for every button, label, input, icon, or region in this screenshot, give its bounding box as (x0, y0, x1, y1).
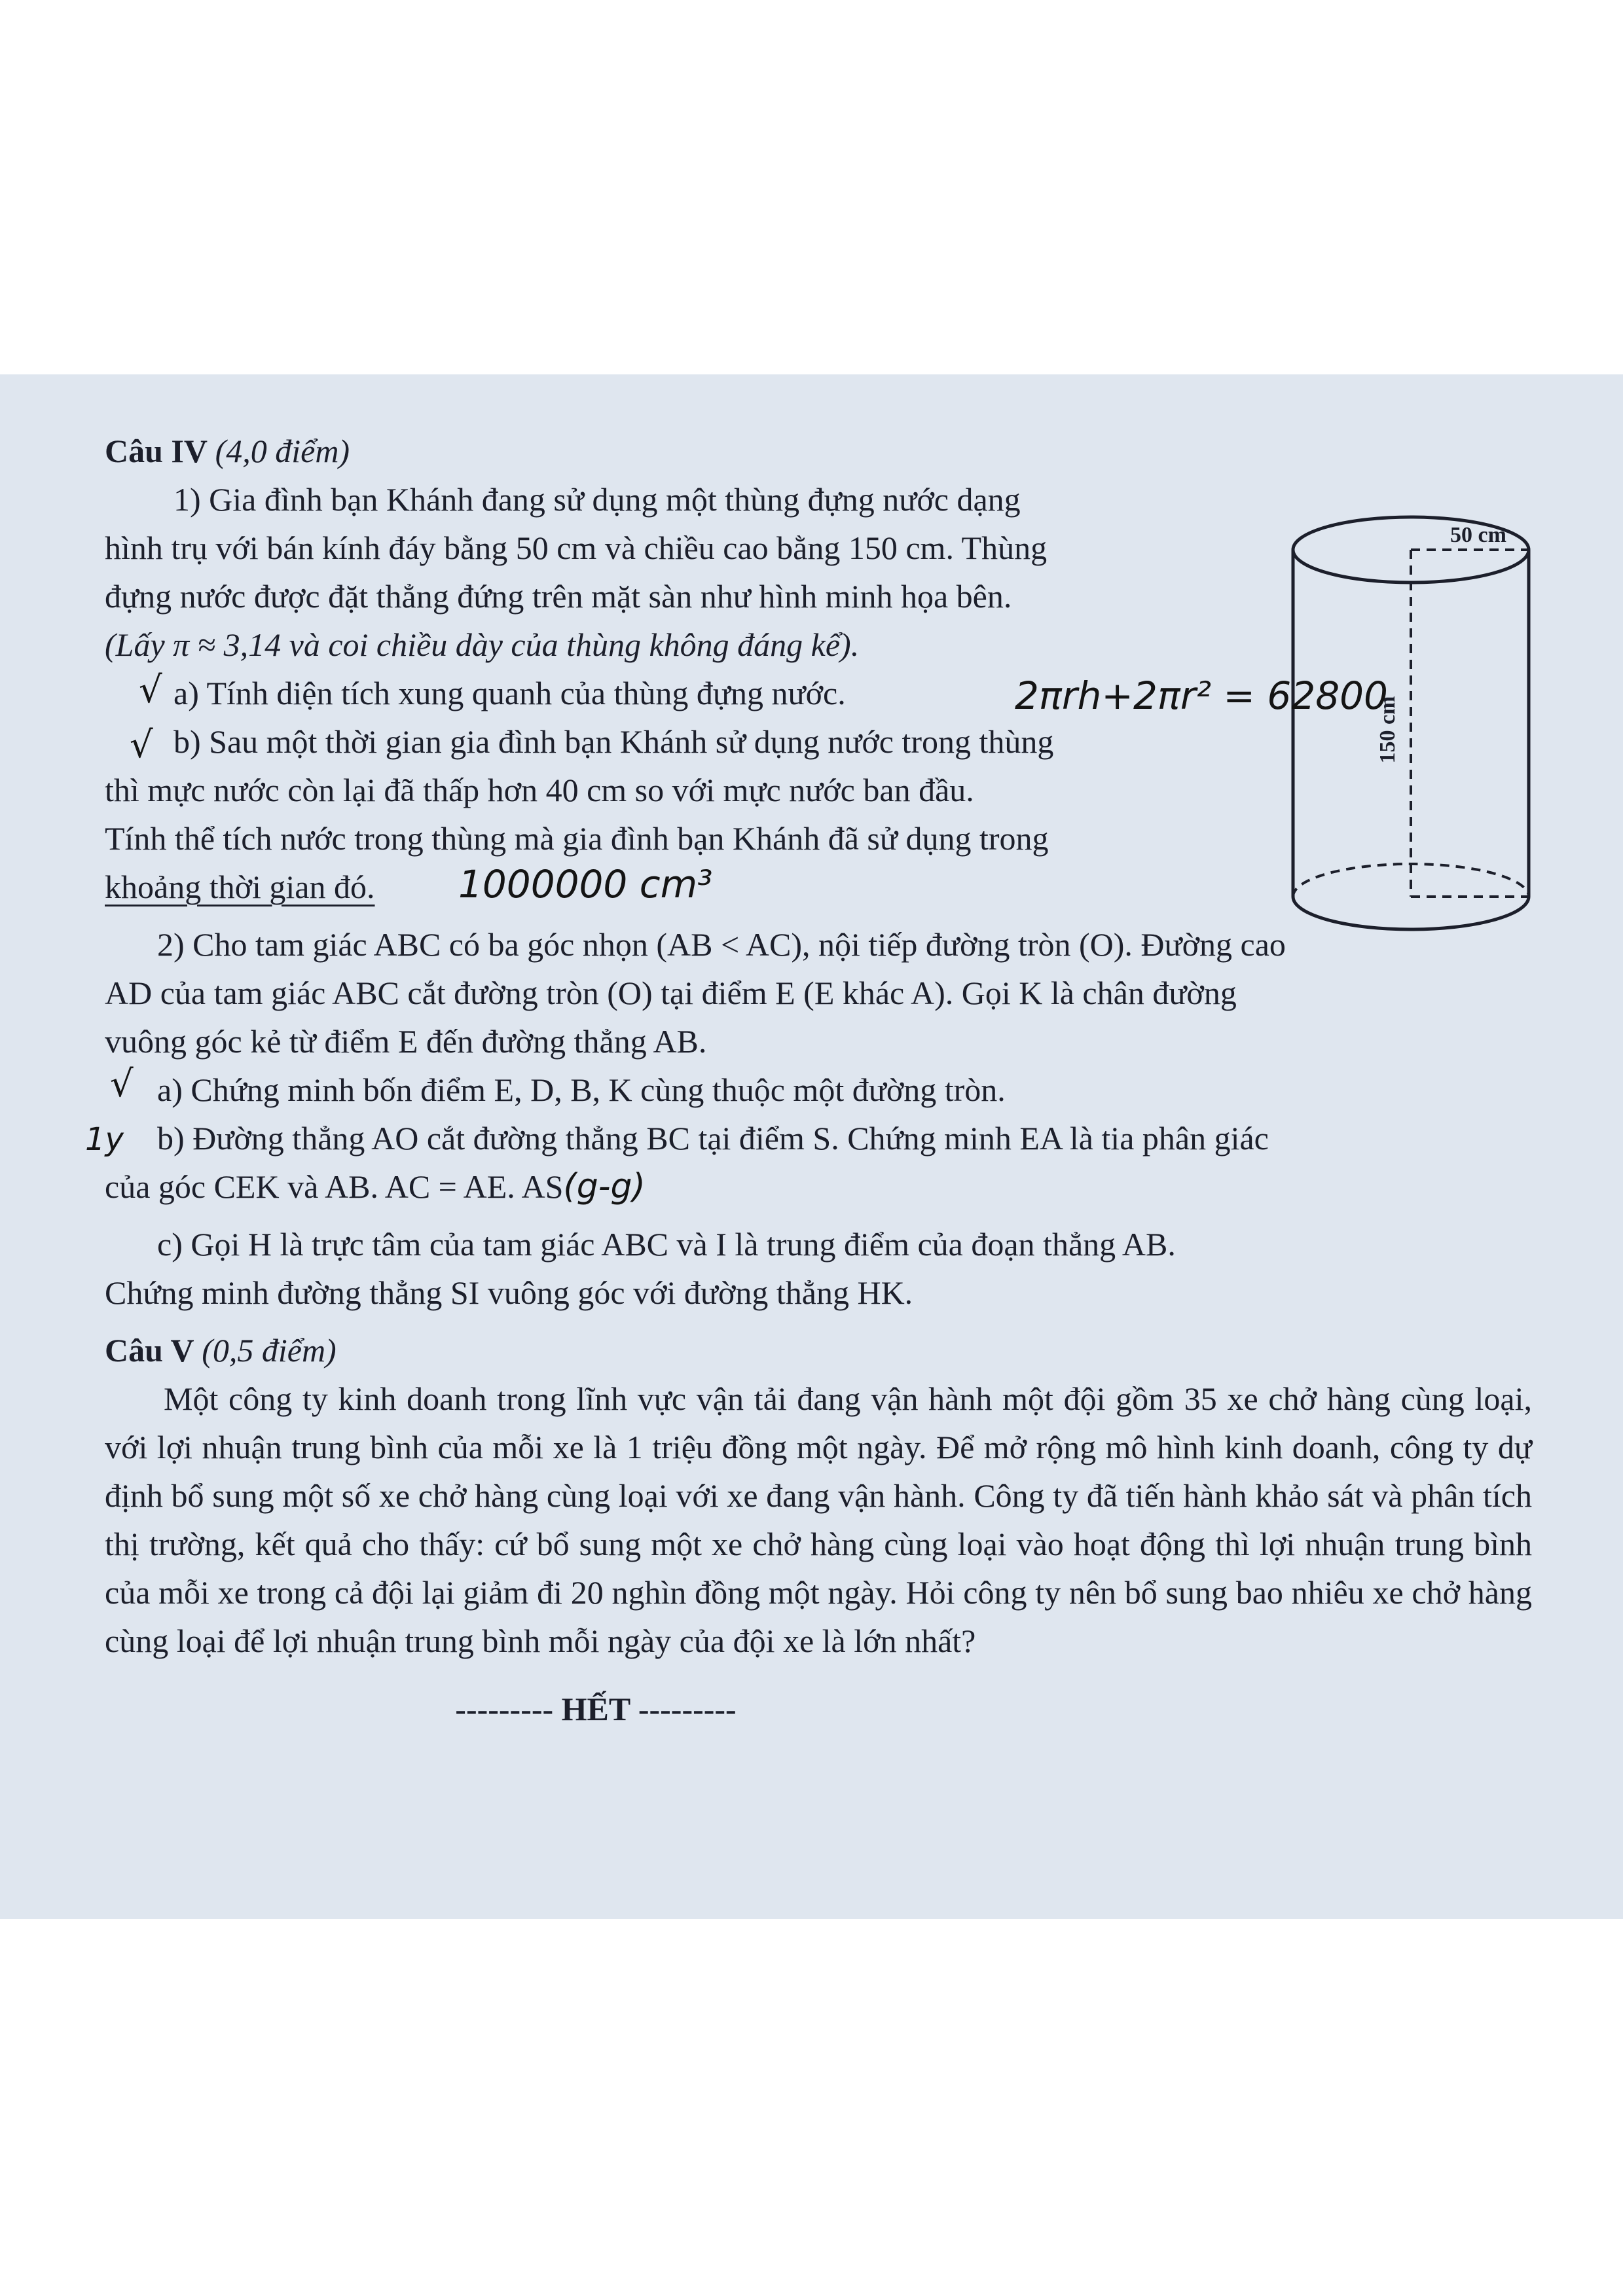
exam-content (85, 427, 1532, 1733)
question-5-heading (105, 1326, 1532, 1374)
q4-p1-part-b-row (105, 717, 1532, 766)
question-5-points: (0,5 điểm) (202, 1332, 337, 1369)
question-4-points: (4,0 điểm) (215, 433, 350, 469)
q4-p1-part-b-line4-row (105, 863, 1532, 911)
question-5-body: Một công ty kinh doanh trong lĩnh vực vận tải đang vận hành một đội gồm 35 xe chở hàng cùng loại, với lợi nhuận trung bình của mỗi xe là 1 triệu đồng một ngày. Để mở rộng mô hình kinh doanh, công ty dự định bổ sung một số xe chở hàng cùng loại với xe đang vận hành. Công ty đã tiến hành khảo sát và phân tích thị trường, kết quả cho thấy: cứ bổ sung một xe chở hàng cùng loại vào hoạt động thì lợi nhuận trung bình của mỗi xe trong cả đội lại giảm đi 20 nghìn đồng một ngày. Hỏi công ty nên bổ sung bao nhiêu xe chở hàng cùng loại để lợi nhuận trung bình mỗi ngày của đội xe là lớn nhất? (105, 1380, 1532, 1659)
q4-p2-line3: vuông góc kẻ từ điểm E đến đường thẳng AB. (105, 1023, 707, 1060)
q4-p1-line1: 1) Gia đình bạn Khánh đang sử dụng một thùng đựng nước dạng (173, 481, 1021, 518)
q4-p1-line4: (Lấy π ≈ 3,14 và coi chiều dày của thùng không đáng kể). (105, 626, 860, 663)
handwritten-mark: 1y (85, 1121, 124, 1158)
q4-p1-part-b-line3: Tính thể tích nước trong thùng mà gia đình bạn Khánh đã sử dụng trong (105, 820, 1049, 857)
q4-p1-line3: đựng nước được đặt thẳng đứng trên mặt sàn như hình minh họa bên. (105, 578, 1012, 615)
handwritten-similarity-note: (g-g) (563, 1167, 646, 1206)
q4-p1-part-b-line1: b) Sau một thời gian gia đình bạn Khánh sử dụng nước trong thùng (173, 723, 1054, 760)
q4-p1-part-b-line4: khoảng thời gian đó. (105, 869, 375, 905)
q4-p2-part-b-line2-row (105, 1162, 1532, 1211)
handwritten-volume: 1000000 cm³ (458, 862, 713, 906)
q4-p1-part-a: a) Tính diện tích xung quanh của thùng đựng nước. (173, 675, 846, 711)
q4-p2-part-a: a) Chứng minh bốn điểm E, D, B, K cùng thuộc một đường tròn. (157, 1071, 1006, 1108)
q4-p2-line2: AD của tam giác ABC cắt đường tròn (O) tại điểm E (E khác A). Gọi K là chân đường (105, 975, 1237, 1011)
q4-p1-line2: hình trụ với bán kính đáy bằng 50 cm và chiều cao bằng 150 cm. Thùng (105, 529, 1048, 566)
q4-p1-part-a-row (105, 669, 1532, 717)
question-4-heading (105, 427, 1532, 475)
q4-p1-part-b-line2: thì mực nước còn lại đã thấp hơn 40 cm so với mực nước ban đầu. (105, 772, 974, 808)
q4-p2-part-c-line1: c) Gọi H là trực tâm của tam giác ABC và I là trung điểm của đoạn thẳng AB. (157, 1226, 1176, 1263)
q4-p2-line1: 2) Cho tam giác ABC có ba góc nhọn (AB < AC), nội tiếp đường tròn (O). Đường cao (157, 926, 1286, 963)
q4-p2-part-b-row (85, 1114, 1532, 1162)
height-label: 150 cm (1376, 696, 1400, 764)
q4-p2-part-a-row (105, 1063, 1532, 1114)
handwritten-formula: 2πrh+2πr² = 62800 (1015, 673, 1388, 718)
check-mark-icon: √ (139, 669, 162, 711)
q4-p2-part-b-line2: của góc CEK và AB. AC = AE. AS (105, 1168, 564, 1205)
radius-label: 50 cm (1450, 523, 1506, 547)
check-mark-icon: √ (110, 1063, 134, 1105)
end-marker: --------- HẾT --------- (455, 1691, 737, 1727)
question-4-title: Câu IV (105, 433, 208, 469)
question-5-title: Câu V (105, 1332, 194, 1369)
q4-p2-part-c-line2: Chứng minh đường thẳng SI vuông góc với đường thẳng HK. (105, 1274, 913, 1311)
check-mark-icon: √ (130, 724, 153, 766)
q4-p2-part-b-line1: b) Đường thẳng AO cắt đường thẳng BC tại điểm S. Chứng minh EA là tia phân giác (157, 1120, 1269, 1157)
